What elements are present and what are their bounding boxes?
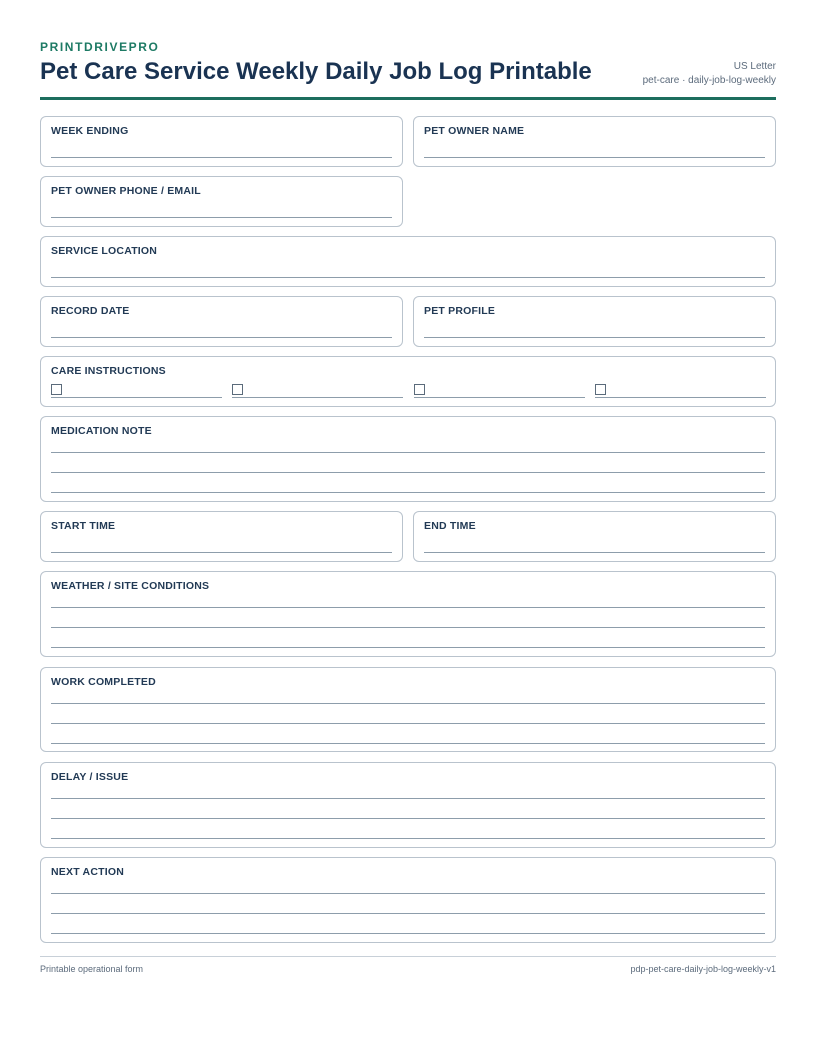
write-line[interactable] (51, 893, 765, 894)
delay-issue-label: DELAY / ISSUE (51, 771, 129, 783)
brand-name: PRINTDRIVEPRO (40, 40, 160, 54)
write-line[interactable] (51, 647, 765, 648)
form-id: pdp-pet-care-daily-job-log-weekly-v1 (630, 964, 776, 974)
write-line[interactable] (51, 743, 765, 744)
end-time-label: END TIME (424, 520, 476, 532)
write-line[interactable] (232, 397, 403, 398)
pet-owner-name-label: PET OWNER NAME (424, 125, 525, 137)
next-action-field[interactable] (40, 857, 776, 943)
checkbox[interactable] (595, 384, 606, 395)
week-ending-field[interactable] (40, 116, 403, 167)
write-line[interactable] (424, 337, 765, 338)
header-divider (40, 97, 776, 100)
write-line[interactable] (51, 723, 765, 724)
delay-issue-field[interactable] (40, 762, 776, 848)
start-time-label: START TIME (51, 520, 116, 532)
end-time-field[interactable] (413, 511, 776, 562)
week-ending-label: WEEK ENDING (51, 125, 129, 137)
pet-profile-label: PET PROFILE (424, 305, 496, 317)
write-line[interactable] (414, 397, 585, 398)
write-line[interactable] (51, 552, 392, 553)
write-line[interactable] (51, 492, 765, 493)
pet-owner-contact-label: PET OWNER PHONE / EMAIL (51, 185, 201, 197)
write-line[interactable] (51, 798, 765, 799)
work-completed-field[interactable] (40, 667, 776, 752)
care-instruction-item[interactable] (595, 382, 766, 398)
write-line[interactable] (424, 157, 765, 158)
write-line[interactable] (51, 472, 765, 473)
write-line[interactable] (51, 452, 765, 453)
write-line[interactable] (51, 337, 392, 338)
care-instruction-item[interactable] (414, 382, 585, 398)
start-time-field[interactable] (40, 511, 403, 562)
footer-divider (40, 956, 776, 957)
care-instructions-label: CARE INSTRUCTIONS (51, 365, 166, 377)
write-line[interactable] (51, 607, 765, 608)
pet-profile-field[interactable] (413, 296, 776, 347)
weather-conditions-field[interactable] (40, 571, 776, 657)
work-completed-label: WORK COMPLETED (51, 676, 156, 688)
document-slug: pet-care · daily-job-log-weekly (642, 75, 776, 86)
care-instructions-field (40, 356, 776, 407)
write-line[interactable] (51, 913, 765, 914)
care-instruction-item[interactable] (232, 382, 403, 398)
write-line[interactable] (595, 397, 766, 398)
write-line[interactable] (424, 552, 765, 553)
footer-note: Printable operational form (40, 964, 144, 974)
write-line[interactable] (51, 157, 392, 158)
write-line[interactable] (51, 818, 765, 819)
medication-note-field[interactable] (40, 416, 776, 502)
write-line[interactable] (51, 217, 392, 218)
next-action-label: NEXT ACTION (51, 866, 124, 878)
paper-size: US Letter (733, 61, 776, 72)
checkbox[interactable] (232, 384, 243, 395)
service-location-label: SERVICE LOCATION (51, 245, 158, 257)
weather-conditions-label: WEATHER / SITE CONDITIONS (51, 580, 210, 592)
pet-owner-name-field[interactable] (413, 116, 776, 167)
write-line[interactable] (51, 397, 222, 398)
write-line[interactable] (51, 838, 765, 839)
record-date-label: RECORD DATE (51, 305, 130, 317)
checkbox[interactable] (51, 384, 62, 395)
service-location-field[interactable] (40, 236, 776, 287)
care-instruction-item[interactable] (51, 382, 222, 398)
page-title: Pet Care Service Weekly Daily Job Log Printable (40, 58, 592, 85)
write-line[interactable] (51, 627, 765, 628)
checkbox[interactable] (414, 384, 425, 395)
pet-owner-contact-field[interactable] (40, 176, 403, 227)
write-line[interactable] (51, 703, 765, 704)
medication-note-label: MEDICATION NOTE (51, 425, 152, 437)
record-date-field[interactable] (40, 296, 403, 347)
document-meta (643, 60, 776, 88)
write-line[interactable] (51, 277, 765, 278)
write-line[interactable] (51, 933, 765, 934)
